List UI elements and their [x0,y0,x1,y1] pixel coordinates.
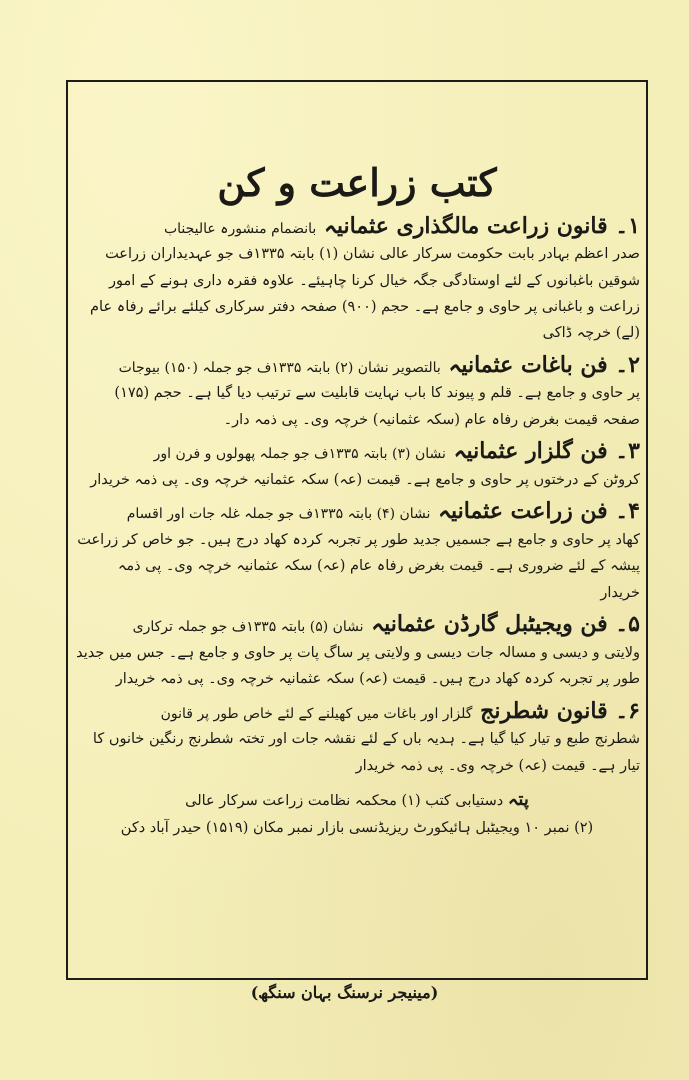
entry-title: ۱۔ قانون زراعت مالگذاری عثمانیہ [324,212,640,239]
catalog-entry-1 [74,212,640,347]
catalog-entry-6 [74,697,640,779]
entry-title: ۴۔ فن زراعت عثمانیہ [438,498,640,525]
catalog-entry-3 [74,437,640,493]
entry-subheading: نشان (۳) بابتہ ۱۳۳۵ف جو جملہ پھولوں و فرن اور [153,446,446,463]
address-heading: پتہ [507,788,529,810]
entry-title: ۲۔ فن باغات عثمانیہ [448,351,640,378]
entry-title: ۶۔ قانون شطرنج [480,697,640,724]
entry-body: کروٹن کے درختوں پر حاوی و جامع ہے۔ قیمت (عہ) سکہ عثمانیہ خرچہ وی۔ پی ذمہ خریدار [90,471,640,488]
catalog-content [74,88,640,972]
catalog-entry-4 [74,497,640,606]
entry-title: ۳۔ فن گلزار عثمانیہ [453,438,640,465]
page-frame [66,80,648,980]
entry-heading [74,212,640,242]
entry-heading [74,697,640,727]
manager-name: (مینیجر نرسنگ بہان سنگھ) [250,983,439,1002]
entry-heading [74,437,640,467]
entry-body: پر حاوی و جامع ہے۔ قلم و پیوند کا باب نہایت قابلیت سے ترتیب دیا گیا ہے۔ حجم (۱۷۵) صفحہ قیمت بغرض رفاہ عام (سکہ عثمانیہ) خرچہ وی۔ پی ذمہ دار۔ [114,385,640,428]
page-title: کتب زراعت و کن [217,160,497,205]
entry-body: شطرنج طبع و تیار کیا گیا ہے۔ ہدیہ باں کے لئے نقشہ جات اور تختہ شطرنج رنگین خانوں کا تیار ہے۔ قیمت (عہ) خرچہ وی۔ پی ذمہ خریدار [92,731,640,774]
entry-subheading: گلزار اور باغات میں کھیلنے کے لئے خاص طور پر قانون [160,705,473,722]
entry-body: صدر اعظم بہادر بابت حکومت سرکار عالی نشان (۱) بابتہ ۱۳۳۵ف جو عہدیداران زراعت شوقین باغبانوں کے لئے اوستادگی جگہ خیال کرنا چاہیئے۔ علاوہ فقرہ داری ہونے کے امور زراعت و باغبانی پر حاوی و جامع ہے۔ حجم (۹۰۰) صفحہ دفتر سرکاری کیلئے برائے رفاہ عام (لے) خرچہ ڈاکی [90,246,640,342]
entry-heading [74,497,640,527]
catalog-entry-2 [74,351,640,433]
entry-title: ۵۔ فن ویجیٹبل گارڈن عثمانیہ [371,611,640,638]
entry-subheading: بانضمام منشورہ عالیجناب [163,220,317,237]
entry-body: ولایتی و دیسی و مسالہ جات دیسی و ولایتی پر ساگ پات پر حاوی و جامع ہے۔ جس میں جدید طور پر تجربہ کردہ کھاد درج ہیں۔ قیمت (عہ) سکہ عثمانیہ خرچہ وی۔ پی ذمہ خریدار [76,644,640,688]
entry-subheading: نشان (۵) بابتہ ۱۳۳۵ف جو جملہ ترکاری [132,619,364,636]
address-line-1: دستیابی کتب (۱) محکمہ نظامت زراعت سرکار عالی [185,792,504,809]
entry-subheading: نشان (۴) بابتہ ۱۳۳۵ف جو جملہ غلہ جات اور اقسام [126,506,431,523]
catalog-entry-5 [74,610,640,692]
entry-heading [74,610,640,640]
address-line-2: (۲) نمبر ۱۰ ویجیٹبل ہائیکورٹ ریزیڈنسی بازار نمبر مکان (۱۵۱۹) حیدر آباد دکن [120,819,594,836]
entry-heading [74,351,640,381]
entry-body: کھاد پر حاوی و جامع ہے جسمیں جدید طور پر تجربہ کردہ کھاد درج ہیں۔ جو خاص کر زراعت پیشہ کے لئے ضروری ہے۔ قیمت بغرض رفاہ عام (عہ) سکہ عثمانیہ خرچہ وی۔ پی ذمہ خریدار [77,531,640,601]
publisher-address [74,785,640,840]
entry-subheading: بالتصویر نشان (۲) بابتہ ۱۳۳۵ف جو جملہ (۱۵۰) بیوجات [118,359,441,376]
